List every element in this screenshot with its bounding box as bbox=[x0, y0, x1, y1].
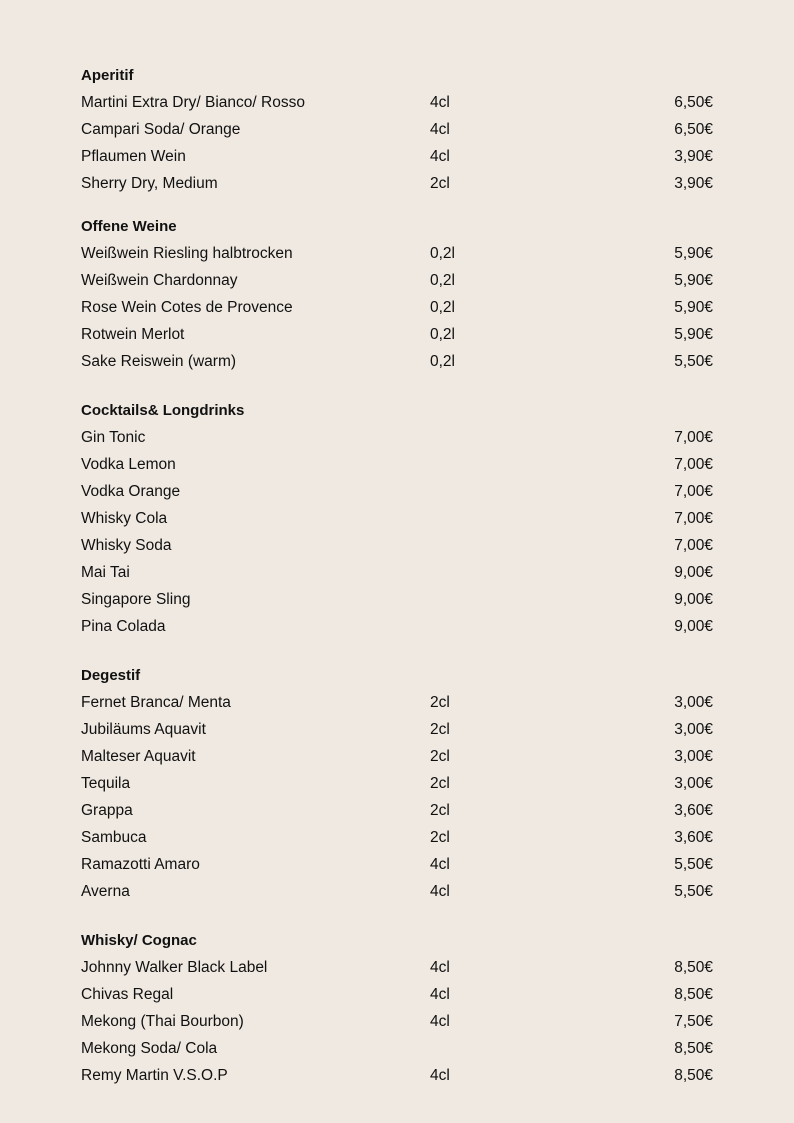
item-name: Tequila bbox=[81, 775, 131, 792]
item-price: 3,60€ bbox=[674, 829, 713, 846]
menu-item bbox=[81, 563, 713, 590]
menu-item bbox=[81, 590, 713, 617]
item-price: 3,00€ bbox=[674, 694, 713, 711]
menu-item bbox=[81, 120, 713, 147]
menu-item bbox=[81, 747, 713, 774]
item-name: Whisky Cola bbox=[81, 510, 168, 527]
item-name: Remy Martin V.S.O.P bbox=[81, 1067, 228, 1084]
item-name: Grappa bbox=[81, 802, 133, 819]
item-name: Weißwein Chardonnay bbox=[81, 272, 238, 289]
menu-item bbox=[81, 244, 713, 271]
item-name: Mekong (Thai Bourbon) bbox=[81, 1013, 244, 1030]
item-name: Averna bbox=[81, 883, 130, 900]
item-price: 3,90€ bbox=[674, 175, 713, 192]
item-name: Weißwein Riesling halbtrocken bbox=[81, 245, 293, 262]
item-name: Martini Extra Dry/ Bianco/ Rosso bbox=[81, 94, 305, 111]
item-name: Ramazotti Amaro bbox=[81, 856, 200, 873]
item-price: 7,00€ bbox=[674, 537, 713, 554]
item-name: Sake Reiswein (warm) bbox=[81, 353, 237, 370]
item-price: 8,50€ bbox=[674, 959, 713, 976]
menu-item bbox=[81, 1039, 713, 1066]
item-price: 3,60€ bbox=[674, 802, 713, 819]
item-price: 8,50€ bbox=[674, 1067, 713, 1084]
item-price: 7,00€ bbox=[674, 483, 713, 500]
menu-item bbox=[81, 1066, 713, 1093]
item-size: 0,2l bbox=[430, 326, 455, 343]
section-title: Whisky/ Cognac bbox=[81, 932, 197, 949]
item-price: 7,00€ bbox=[674, 510, 713, 527]
item-name: Campari Soda/ Orange bbox=[81, 121, 241, 138]
menu-item bbox=[81, 536, 713, 563]
item-size: 4cl bbox=[430, 1013, 450, 1030]
section-degestif bbox=[81, 666, 713, 909]
menu-item bbox=[81, 271, 713, 298]
item-price: 6,50€ bbox=[674, 121, 713, 138]
item-size: 4cl bbox=[430, 121, 450, 138]
item-price: 3,00€ bbox=[674, 775, 713, 792]
item-name: Fernet Branca/ Menta bbox=[81, 694, 231, 711]
item-name: Johnny Walker Black Label bbox=[81, 959, 268, 976]
item-name: Sherry Dry, Medium bbox=[81, 175, 218, 192]
item-size: 4cl bbox=[430, 986, 450, 1003]
item-size: 4cl bbox=[430, 883, 450, 900]
item-price: 7,00€ bbox=[674, 429, 713, 446]
item-name: Rotwein Merlot bbox=[81, 326, 185, 343]
item-price: 3,00€ bbox=[674, 748, 713, 765]
item-price: 9,00€ bbox=[674, 591, 713, 608]
item-name: Jubiläums Aquavit bbox=[81, 721, 206, 738]
item-price: 7,50€ bbox=[674, 1013, 713, 1030]
item-size: 2cl bbox=[430, 802, 450, 819]
section-offene-weine bbox=[81, 217, 713, 379]
item-price: 3,00€ bbox=[674, 721, 713, 738]
menu-item bbox=[81, 774, 713, 801]
section-title: Aperitif bbox=[81, 67, 134, 84]
menu-item bbox=[81, 93, 713, 120]
item-price: 9,00€ bbox=[674, 564, 713, 581]
item-name: Mekong Soda/ Cola bbox=[81, 1040, 218, 1057]
section-title: Degestif bbox=[81, 667, 141, 684]
item-size: 0,2l bbox=[430, 272, 455, 289]
section-cocktails bbox=[81, 401, 713, 644]
item-size: 2cl bbox=[430, 175, 450, 192]
item-price: 6,50€ bbox=[674, 94, 713, 111]
item-name: Rose Wein Cotes de Provence bbox=[81, 299, 293, 316]
item-size: 2cl bbox=[430, 748, 450, 765]
menu-item bbox=[81, 882, 713, 909]
item-price: 8,50€ bbox=[674, 986, 713, 1003]
item-name: Malteser Aquavit bbox=[81, 748, 196, 765]
section-title: Cocktails& Longdrinks bbox=[81, 402, 245, 419]
menu-item bbox=[81, 174, 713, 201]
menu-item bbox=[81, 428, 713, 455]
menu-item bbox=[81, 325, 713, 352]
menu-item bbox=[81, 828, 713, 855]
item-size: 4cl bbox=[430, 148, 450, 165]
item-size: 0,2l bbox=[430, 245, 455, 262]
menu-item bbox=[81, 455, 713, 482]
item-price: 5,90€ bbox=[674, 326, 713, 343]
item-size: 0,2l bbox=[430, 299, 455, 316]
item-size: 4cl bbox=[430, 959, 450, 976]
menu-item bbox=[81, 509, 713, 536]
item-name: Singapore Sling bbox=[81, 591, 191, 608]
item-price: 3,90€ bbox=[674, 148, 713, 165]
item-size: 2cl bbox=[430, 694, 450, 711]
item-name: Pina Colada bbox=[81, 618, 166, 635]
item-price: 5,90€ bbox=[674, 245, 713, 262]
menu-item bbox=[81, 298, 713, 325]
item-name: Vodka Lemon bbox=[81, 456, 176, 473]
menu-item bbox=[81, 147, 713, 174]
item-size: 2cl bbox=[430, 829, 450, 846]
item-size: 0,2l bbox=[430, 353, 455, 370]
item-name: Chivas Regal bbox=[81, 986, 174, 1003]
item-name: Gin Tonic bbox=[81, 429, 146, 446]
menu-item bbox=[81, 985, 713, 1012]
menu-item bbox=[81, 855, 713, 882]
item-name: Whisky Soda bbox=[81, 537, 172, 554]
item-size: 2cl bbox=[430, 721, 450, 738]
item-price: 5,90€ bbox=[674, 299, 713, 316]
menu-item bbox=[81, 352, 713, 379]
item-price: 7,00€ bbox=[674, 456, 713, 473]
item-size: 2cl bbox=[430, 775, 450, 792]
item-size: 4cl bbox=[430, 856, 450, 873]
menu-item bbox=[81, 617, 713, 644]
menu-item bbox=[81, 482, 713, 509]
menu-item bbox=[81, 958, 713, 985]
item-size: 4cl bbox=[430, 94, 450, 111]
item-price: 9,00€ bbox=[674, 618, 713, 635]
menu-item bbox=[81, 720, 713, 747]
item-name: Mai Tai bbox=[81, 564, 130, 581]
item-price: 5,50€ bbox=[674, 883, 713, 900]
item-price: 5,50€ bbox=[674, 856, 713, 873]
section-title: Offene Weine bbox=[81, 218, 177, 235]
menu-item bbox=[81, 1012, 713, 1039]
section-whisky-cognac bbox=[81, 931, 713, 1093]
menu-item bbox=[81, 693, 713, 720]
menu-item bbox=[81, 801, 713, 828]
section-aperitif bbox=[81, 66, 713, 201]
item-price: 8,50€ bbox=[674, 1040, 713, 1057]
item-price: 5,50€ bbox=[674, 353, 713, 370]
item-name: Vodka Orange bbox=[81, 483, 181, 500]
item-name: Pflaumen Wein bbox=[81, 148, 186, 165]
item-price: 5,90€ bbox=[674, 272, 713, 289]
item-size: 4cl bbox=[430, 1067, 450, 1084]
item-name: Sambuca bbox=[81, 829, 147, 846]
